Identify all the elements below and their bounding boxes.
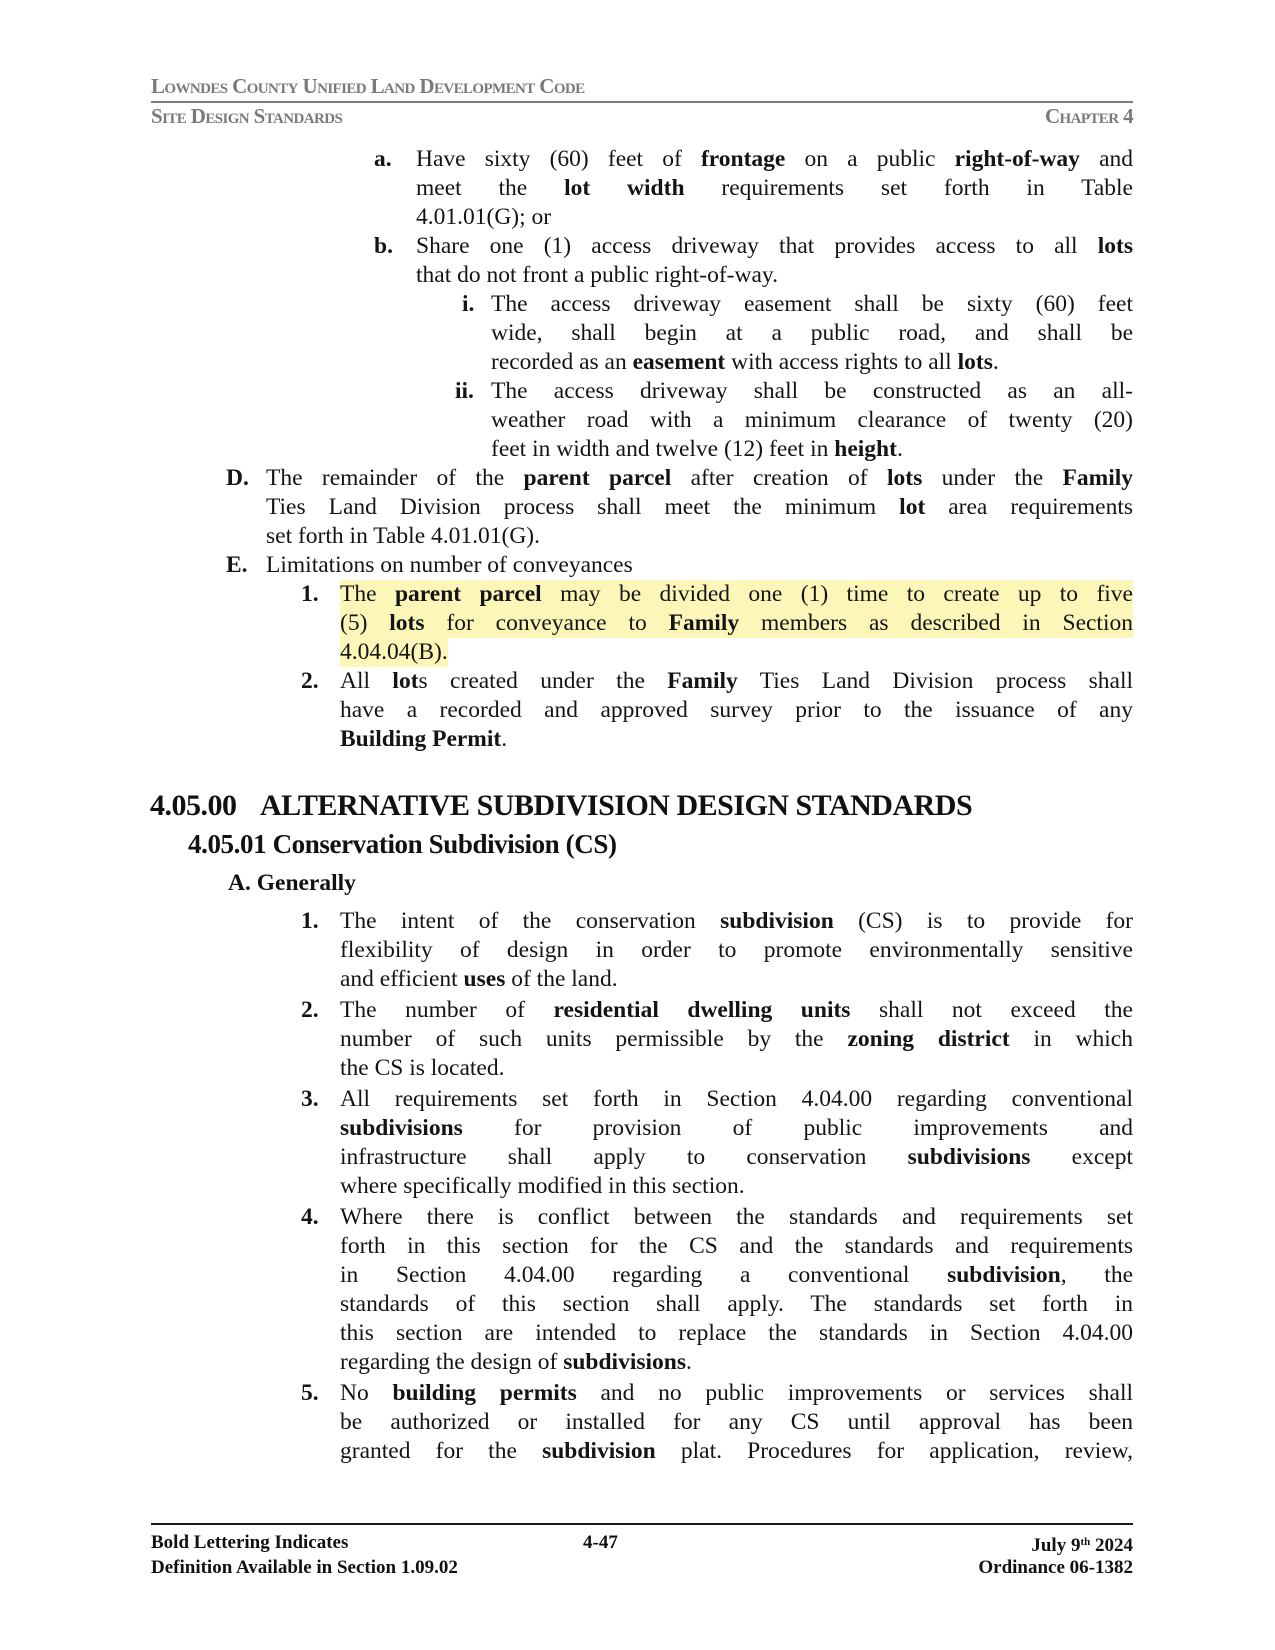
item-b-i-label: i. [462,291,475,317]
subsection-number: 4.05.01 [188,829,267,859]
item-b-i-line: recorded as an easement with access rights to all lots. [491,349,999,375]
defined-term: easement [632,349,726,375]
A-5-label: 5. [301,1380,319,1406]
defined-term: lots [957,349,993,375]
item-b-label: b. [374,233,393,259]
A-4-line: forth in this section for the CS and the standards and requirements [340,1233,1133,1259]
header-chapter: Chapter 4 [1044,104,1133,128]
part-A-title: Generally [256,870,356,896]
part-A-label: A. [228,870,251,896]
item-a-line: meet the lot width requirements set forth in Table [416,175,1133,201]
A-4-line: regarding the design of subdivisions. [340,1349,692,1375]
header-document-title: Lowndes County Unified Land Development Code [151,74,585,98]
item-b-line: Share one (1) access driveway that provides access to all lots [416,233,1133,259]
part-A-heading [228,870,356,897]
item-E-2-line: All lots created under the Family Ties Land Division process shall [340,668,1134,694]
A-2-line: number of such units permissible by the zoning district in which [340,1026,1133,1052]
A-3-line: All requirements set forth in Section 4.04.00 regarding conventional [340,1086,1133,1112]
item-a-label: a. [374,146,392,172]
item-b-line: that do not front a public right-of-way. [416,262,778,288]
footer-rule [151,1523,1133,1525]
footer-bold-note-line1: Bold Lettering Indicates [151,1532,349,1553]
item-b-ii-label: ii. [455,378,474,404]
A-4-label: 4. [301,1204,319,1230]
A-4-line: Where there is conflict between the standards and requirements set [340,1204,1133,1230]
item-E-2-line: Building Permit. [340,726,508,752]
defined-term: lots [1097,233,1133,259]
defined-term: lot [899,494,926,520]
A-5-line: No building permits and no public improvements or services shall [340,1380,1134,1406]
footer-date-suffix: th [1080,1536,1091,1548]
A-2-label: 2. [301,997,319,1023]
A-3-line: where specifically modified in this section. [340,1173,745,1199]
footer-date [1031,1530,1133,1558]
defined-term: uses [463,966,506,992]
defined-term: subdivisions [907,1144,1031,1170]
A-2-line: the CS is located. [340,1055,505,1081]
header-section-title: Site Design Standards [151,104,343,128]
defined-term: subdivision [542,1438,656,1464]
A-1-line: flexibility of design in order to promote environmentally sensitive [340,937,1133,963]
item-D-label: D. [226,465,249,491]
A-4-line: in Section 4.04.00 regarding a conventional subdivision, the [340,1262,1133,1288]
defined-term: frontage [700,146,786,172]
A-3-line: subdivisions for provision of public improvements and [340,1115,1133,1141]
highlighted-line: The parent parcel may be divided one (1) time to create up to five [340,581,1133,607]
defined-term: Family [1062,465,1134,491]
defined-term: subdivisions [340,1115,463,1141]
defined-term: right-of-way [954,146,1080,172]
defined-term: subdivisions [563,1349,686,1375]
A-3-label: 3. [301,1086,319,1112]
A-5-line: granted for the subdivision plat. Procedures for application, review, [340,1438,1133,1464]
item-E-1-label: 1. [301,581,319,607]
A-5-line: be authorized or installed for any CS until approval has been [340,1409,1133,1435]
defined-term: subdivision [947,1262,1061,1288]
defined-term: lots [389,610,425,636]
subsection-heading [188,829,617,860]
highlighted-line: (5) lots for conveyance to Family members as described in Section [340,610,1133,636]
A-1-line: The intent of the conservation subdivision (CS) is to provide for [340,908,1133,934]
item-D-line: Ties Land Division process shall meet the minimum lot area requirements [266,494,1133,520]
item-b-ii-line: feet in width and twelve (12) feet in height. [491,436,903,462]
defined-term: parent parcel [394,581,542,607]
item-b-ii-line: The access driveway shall be constructed as an all- [491,378,1133,404]
item-E-2-label: 2. [301,668,319,694]
footer-bold-note-line2: Definition Available in Section 1.09.02 [151,1557,458,1578]
footer-date-year: 2024 [1090,1535,1133,1556]
section-number: 4.05.00 [150,789,237,822]
subsection-title: Conservation Subdivision (CS) [272,829,617,859]
defined-term: height [834,436,897,462]
page-number: 4-47 [583,1532,618,1553]
item-E-2-line: have a recorded and approved survey prior to the issuance of any [340,697,1133,723]
footer-date-prefix: July 9 [1031,1535,1081,1556]
item-D-line: The remainder of the parent parcel after creation of lots under the Family [266,465,1134,491]
header-row [151,104,1133,129]
A-2-line: The number of residential dwelling units shall not exceed the [340,997,1133,1023]
defined-term: zoning district [847,1026,1010,1052]
defined-term: subdivision [720,908,834,934]
item-E-text: Limitations on number of conveyances [266,552,633,578]
section-heading [150,789,972,823]
defined-term: residential dwelling units [553,997,851,1023]
header-rule [151,101,1133,103]
item-E-label: E. [226,552,248,578]
defined-term: Building Permit [340,726,502,752]
A-1-line: and efficient uses of the land. [340,966,618,992]
A-4-line: this section are intended to replace the standards in Section 4.04.00 [340,1320,1133,1346]
A-1-label: 1. [301,908,319,934]
A-4-line: standards of this section shall apply. The standards set forth in [340,1291,1133,1317]
item-a-line: 4.01.01(G); or [416,204,552,230]
highlighted-line: 4.04.04(B). [340,639,448,665]
item-D-line: set forth in Table 4.01.01(G). [266,523,540,549]
defined-term: lot width [564,175,685,201]
defined-term: lots [886,465,923,491]
footer-ordinance: Ordinance 06-1382 [978,1557,1133,1578]
defined-term: Family [667,668,738,694]
defined-term: Family [668,610,740,636]
item-a-line: Have sixty (60) feet of frontage on a public right-of-way and [416,146,1134,172]
A-3-line: infrastructure shall apply to conservation subdivisions except [340,1144,1133,1170]
item-b-ii-line: weather road with a minimum clearance of twenty (20) [491,407,1133,433]
item-b-i-line: wide, shall begin at a public road, and shall be [491,320,1133,346]
section-title: ALTERNATIVE SUBDIVISION DESIGN STANDARDS [260,789,973,822]
defined-term: building permits [392,1380,577,1406]
defined-term: parent parcel [523,465,672,491]
defined-term: lot [392,668,419,694]
item-b-i-line: The access driveway easement shall be sixty (60) feet [491,291,1133,317]
